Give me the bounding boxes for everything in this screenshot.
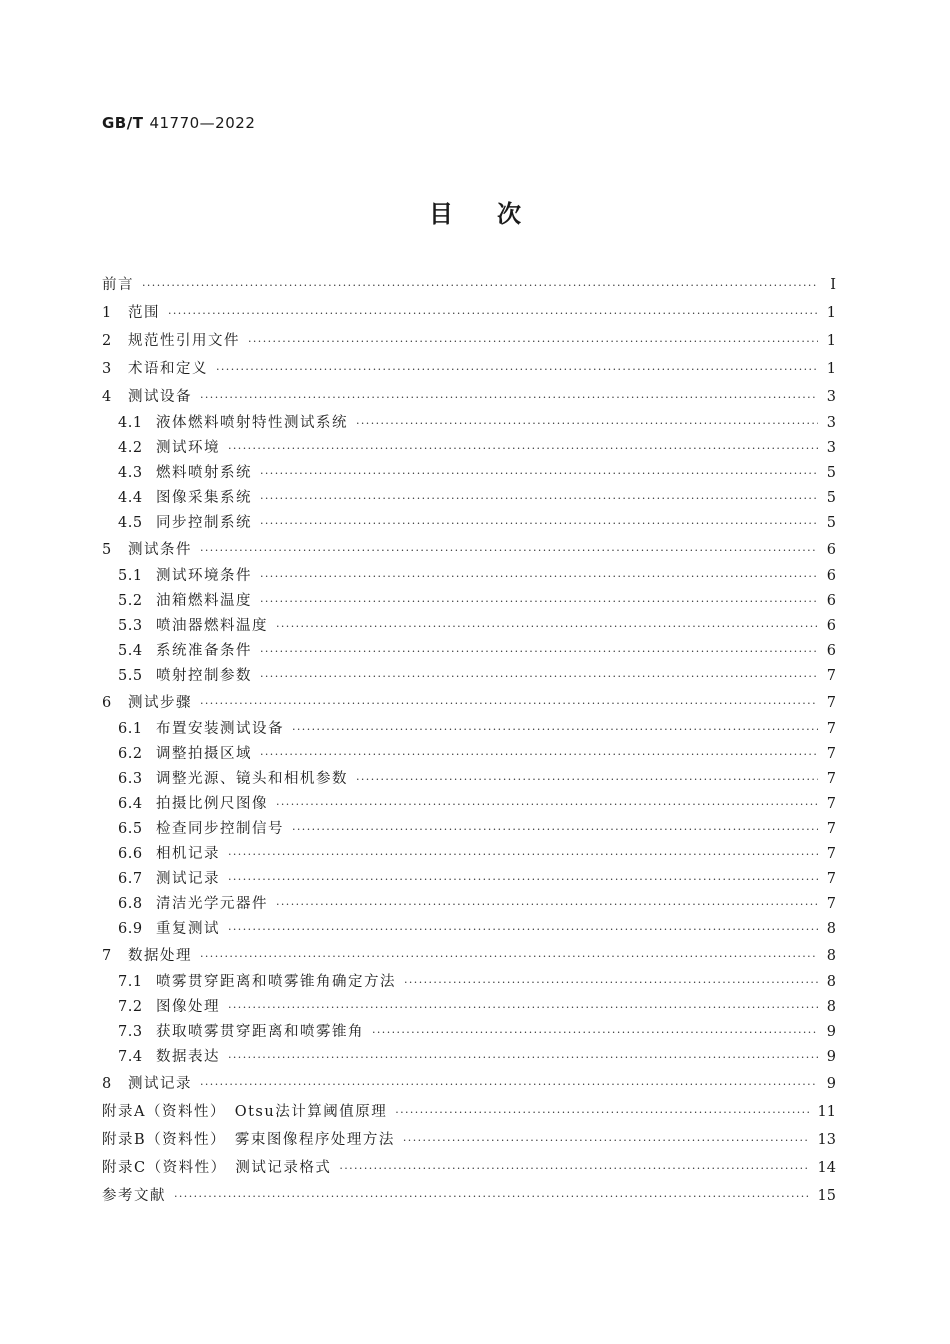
toc-entry-text: 调整光源、镜头和相机参数 — [156, 771, 348, 787]
toc-entry-label — [118, 742, 252, 767]
toc-entry[interactable] — [102, 383, 836, 411]
dot-leader — [356, 411, 818, 436]
table-of-contents — [102, 271, 836, 1210]
toc-entry-page: 9 — [826, 1049, 836, 1065]
toc-entry-number: 5.5 — [118, 668, 143, 684]
toc-entry-number: 5 — [102, 542, 112, 558]
toc-entry-label — [118, 1020, 364, 1045]
dot-leader — [228, 995, 818, 1020]
toc-entry[interactable] — [102, 942, 836, 970]
toc-entry-label — [118, 486, 252, 511]
toc-entry-label — [102, 327, 240, 355]
toc-entry[interactable] — [102, 564, 836, 589]
toc-entry-number: 5.4 — [118, 643, 143, 659]
toc-entry-number: 5.1 — [118, 568, 143, 584]
toc-entry-label — [118, 436, 220, 461]
toc-entry-page: 14 — [817, 1160, 836, 1176]
dot-leader — [276, 792, 818, 817]
dot-leader — [260, 589, 818, 614]
toc-entry-text: 测试环境 — [156, 440, 220, 456]
toc-entry-text: 测试条件 — [128, 542, 192, 558]
toc-entry-number: 6.6 — [118, 846, 143, 862]
toc-entry-page: 7 — [826, 896, 836, 912]
toc-entry-page: 5 — [826, 515, 836, 531]
toc-entry-number: 7 — [102, 948, 112, 964]
toc-entry-label — [102, 1182, 166, 1210]
toc-entry-label — [102, 689, 192, 717]
toc-entry-number: 2 — [102, 333, 112, 349]
dot-leader — [228, 436, 818, 461]
toc-entry-text: 获取喷雾贯穿距离和喷雾锥角 — [156, 1024, 364, 1040]
toc-entry-number: 6.1 — [118, 721, 143, 737]
standard-number — [102, 114, 255, 132]
toc-entry-number: 7.2 — [118, 999, 143, 1015]
toc-entry-page: 8 — [826, 974, 836, 990]
toc-entry-text: 图像处理 — [156, 999, 220, 1015]
toc-entry-label — [118, 589, 252, 614]
toc-entry-page: 6 — [826, 618, 836, 634]
toc-entry[interactable] — [102, 742, 836, 767]
toc-entry-text: 拍摄比例尺图像 — [156, 796, 268, 812]
page-title — [0, 194, 950, 229]
dot-leader — [174, 1183, 810, 1211]
toc-entry-page: 7 — [826, 721, 836, 737]
toc-entry-text: 前言 — [102, 277, 134, 293]
toc-entry-text: 附录A（资料性） Otsu法计算阈值原理 — [102, 1104, 388, 1120]
dot-leader — [292, 817, 818, 842]
toc-entry[interactable] — [102, 842, 836, 867]
toc-entry-text: 附录B（资料性） 雾束图像程序处理方法 — [102, 1132, 395, 1148]
dot-leader — [228, 842, 818, 867]
toc-entry[interactable] — [102, 355, 836, 383]
toc-entry-text: 附录C（资料性） 测试记录格式 — [102, 1160, 332, 1176]
toc-entry[interactable] — [102, 917, 836, 942]
toc-entry-page: 7 — [826, 871, 836, 887]
toc-entry-number: 6.8 — [118, 896, 143, 912]
toc-entry-label — [118, 995, 220, 1020]
toc-entry-page: 9 — [826, 1024, 836, 1040]
toc-entry-label — [118, 664, 252, 689]
toc-entry-label — [118, 817, 284, 842]
dot-leader — [228, 917, 818, 942]
toc-entry[interactable] — [102, 767, 836, 792]
toc-entry[interactable] — [102, 589, 836, 614]
toc-entry-text: 调整拍摄区域 — [156, 746, 252, 762]
toc-entry-label — [118, 614, 268, 639]
dot-leader — [228, 1045, 818, 1070]
toc-entry-number: 5.2 — [118, 593, 143, 609]
toc-entry-page: 3 — [826, 415, 836, 431]
toc-entry-number: 7.1 — [118, 974, 143, 990]
toc-entry[interactable] — [102, 689, 836, 717]
toc-entry-text: 测试记录 — [156, 871, 220, 887]
dot-leader — [260, 564, 818, 589]
toc-entry-text: 测试记录 — [128, 1076, 192, 1092]
dot-leader — [276, 614, 818, 639]
toc-entry-text: 测试环境条件 — [156, 568, 252, 584]
toc-entry-number: 7.3 — [118, 1024, 143, 1040]
toc-entry-page: 3 — [826, 389, 836, 405]
dot-leader — [260, 742, 818, 767]
dot-leader — [356, 767, 818, 792]
toc-entry-page: 3 — [826, 440, 836, 456]
toc-entry-page: 7 — [826, 771, 836, 787]
toc-entry[interactable] — [102, 639, 836, 664]
toc-entry-number: 6.7 — [118, 871, 143, 887]
toc-entry-text: 同步控制系统 — [156, 515, 252, 531]
toc-entry-label — [118, 842, 220, 867]
dot-leader — [339, 1155, 809, 1183]
toc-entry-label — [118, 411, 348, 436]
toc-entry[interactable] — [102, 1045, 836, 1070]
toc-entry-text: 规范性引用文件 — [128, 333, 240, 349]
toc-entry[interactable] — [102, 664, 836, 689]
dot-leader — [276, 892, 818, 917]
toc-entry-label — [118, 892, 268, 917]
toc-entry-text: 测试步骤 — [128, 695, 192, 711]
toc-entry[interactable] — [102, 486, 836, 511]
toc-entry[interactable] — [102, 717, 836, 742]
toc-entry-page: 5 — [826, 465, 836, 481]
toc-entry-text: 相机记录 — [156, 846, 220, 862]
toc-entry[interactable] — [102, 1020, 836, 1045]
toc-entry-page: 9 — [826, 1076, 836, 1092]
toc-entry[interactable] — [102, 792, 836, 817]
toc-entry-label — [118, 917, 220, 942]
dot-leader — [292, 717, 818, 742]
toc-entry-page: 7 — [826, 821, 836, 837]
toc-entry-text: 参考文献 — [102, 1188, 166, 1204]
toc-entry-label — [118, 970, 396, 995]
toc-entry-page: 7 — [826, 695, 836, 711]
toc-entry-text: 范围 — [128, 305, 160, 321]
toc-entry-number: 6.3 — [118, 771, 143, 787]
toc-entry[interactable] — [102, 327, 836, 355]
dot-leader — [260, 486, 818, 511]
toc-entry-page: 8 — [826, 921, 836, 937]
dot-leader — [200, 1071, 818, 1099]
toc-entry-text: 系统准备条件 — [156, 643, 252, 659]
toc-entry[interactable] — [102, 1070, 836, 1098]
dot-leader — [395, 1099, 809, 1127]
toc-entry-text: 喷油器燃料温度 — [156, 618, 268, 634]
dot-leader — [168, 300, 818, 328]
toc-entry-number: 4.3 — [118, 465, 143, 481]
toc-entry-page: 1 — [826, 361, 836, 377]
toc-entry-page: 6 — [826, 593, 836, 609]
toc-entry[interactable] — [102, 299, 836, 327]
toc-entry[interactable] — [102, 436, 836, 461]
toc-entry-number: 6.5 — [118, 821, 143, 837]
dot-leader — [216, 356, 818, 384]
toc-entry[interactable] — [102, 1098, 836, 1126]
toc-entry-number: 5.3 — [118, 618, 143, 634]
toc-entry-page: 8 — [826, 948, 836, 964]
toc-entry-text: 喷雾贯穿距离和喷雾锥角确定方法 — [156, 974, 396, 990]
toc-entry-number: 8 — [102, 1076, 112, 1092]
dot-leader — [200, 537, 818, 565]
toc-entry-text: 喷射控制参数 — [156, 668, 252, 684]
toc-entry-number: 4.4 — [118, 490, 143, 506]
toc-entry-number: 6 — [102, 695, 112, 711]
toc-entry-page: 6 — [826, 568, 836, 584]
toc-entry-label — [102, 299, 160, 327]
toc-entry-label — [118, 1045, 220, 1070]
toc-entry[interactable] — [102, 1126, 836, 1154]
toc-entry-text: 图像采集系统 — [156, 490, 252, 506]
dot-leader — [142, 272, 818, 300]
toc-entry-label — [102, 536, 192, 564]
toc-entry[interactable] — [102, 271, 836, 299]
toc-entry-number: 6.2 — [118, 746, 143, 762]
title-char-2: 次 — [497, 200, 521, 228]
dot-leader — [403, 1127, 810, 1155]
toc-entry-number: 7.4 — [118, 1049, 143, 1065]
toc-entry-page: 7 — [826, 796, 836, 812]
toc-entry-text: 测试设备 — [128, 389, 192, 405]
toc-entry-page: 7 — [826, 668, 836, 684]
toc-entry[interactable] — [102, 867, 836, 892]
toc-entry[interactable] — [102, 817, 836, 842]
toc-entry-number: 4.5 — [118, 515, 143, 531]
toc-entry-text: 数据表达 — [156, 1049, 220, 1065]
toc-entry-label — [118, 792, 268, 817]
dot-leader — [200, 943, 818, 971]
toc-entry-label — [118, 867, 220, 892]
toc-entry[interactable] — [102, 511, 836, 536]
toc-entry[interactable] — [102, 995, 836, 1020]
toc-entry-label — [102, 1126, 395, 1154]
toc-entry-number: 4 — [102, 389, 112, 405]
title-char-1: 目 — [429, 200, 453, 228]
toc-entry-text: 液体燃料喷射特性测试系统 — [156, 415, 348, 431]
dot-leader — [260, 664, 818, 689]
dot-leader — [200, 384, 818, 412]
toc-entry-text: 布置安装测试设备 — [156, 721, 284, 737]
toc-entry-label — [102, 1154, 331, 1182]
dot-leader — [372, 1020, 818, 1045]
toc-entry-text: 燃料喷射系统 — [156, 465, 252, 481]
toc-entry-page: 15 — [817, 1188, 836, 1204]
toc-entry-text: 检查同步控制信号 — [156, 821, 284, 837]
toc-entry-page: 1 — [826, 333, 836, 349]
toc-entry-page: Ⅰ — [830, 277, 836, 293]
toc-entry[interactable] — [102, 536, 836, 564]
dot-leader — [260, 511, 818, 536]
toc-entry-page: 13 — [817, 1132, 836, 1148]
toc-entry-number: 6.4 — [118, 796, 143, 812]
toc-entry-text: 重复测试 — [156, 921, 220, 937]
dot-leader — [260, 461, 818, 486]
dot-leader — [404, 970, 818, 995]
toc-entry-page: 6 — [826, 643, 836, 659]
toc-entry-page: 11 — [817, 1104, 836, 1120]
toc-entry-page: 1 — [826, 305, 836, 321]
toc-entry[interactable] — [102, 461, 836, 486]
toc-entry-page: 7 — [826, 746, 836, 762]
toc-entry-number: 4.2 — [118, 440, 143, 456]
toc-entry-label — [118, 564, 252, 589]
toc-entry-label — [102, 942, 192, 970]
toc-entry-label — [118, 511, 252, 536]
toc-entry-number: 4.1 — [118, 415, 143, 431]
toc-entry-label — [118, 767, 348, 792]
toc-entry-page: 7 — [826, 846, 836, 862]
dot-leader — [200, 690, 818, 718]
toc-entry-text: 数据处理 — [128, 948, 192, 964]
standard-prefix: GB/T — [102, 114, 144, 132]
toc-entry[interactable] — [102, 1154, 836, 1182]
toc-entry-label — [102, 355, 208, 383]
toc-entry-page: 6 — [826, 542, 836, 558]
toc-entry-label — [118, 639, 252, 664]
toc-entry-label — [102, 1098, 387, 1126]
toc-entry-label — [102, 383, 192, 411]
dot-leader — [248, 328, 818, 356]
standard-code: 41770—2022 — [149, 114, 256, 132]
toc-entry-number: 3 — [102, 361, 112, 377]
toc-entry[interactable] — [102, 614, 836, 639]
toc-entry-label — [102, 271, 134, 299]
toc-entry-page: 5 — [826, 490, 836, 506]
dot-leader — [228, 867, 818, 892]
toc-entry-number: 6.9 — [118, 921, 143, 937]
toc-entry-text: 清洁光学元器件 — [156, 896, 268, 912]
toc-entry-number: 1 — [102, 305, 112, 321]
dot-leader — [260, 639, 818, 664]
toc-entry-label — [118, 461, 252, 486]
toc-entry-text: 油箱燃料温度 — [156, 593, 252, 609]
toc-entry-page: 8 — [826, 999, 836, 1015]
toc-entry[interactable] — [102, 970, 836, 995]
toc-entry-label — [102, 1070, 192, 1098]
toc-entry[interactable] — [102, 1182, 836, 1210]
toc-entry-label — [118, 717, 284, 742]
toc-entry-text: 术语和定义 — [128, 361, 208, 377]
toc-entry[interactable] — [102, 892, 836, 917]
toc-entry[interactable] — [102, 411, 836, 436]
